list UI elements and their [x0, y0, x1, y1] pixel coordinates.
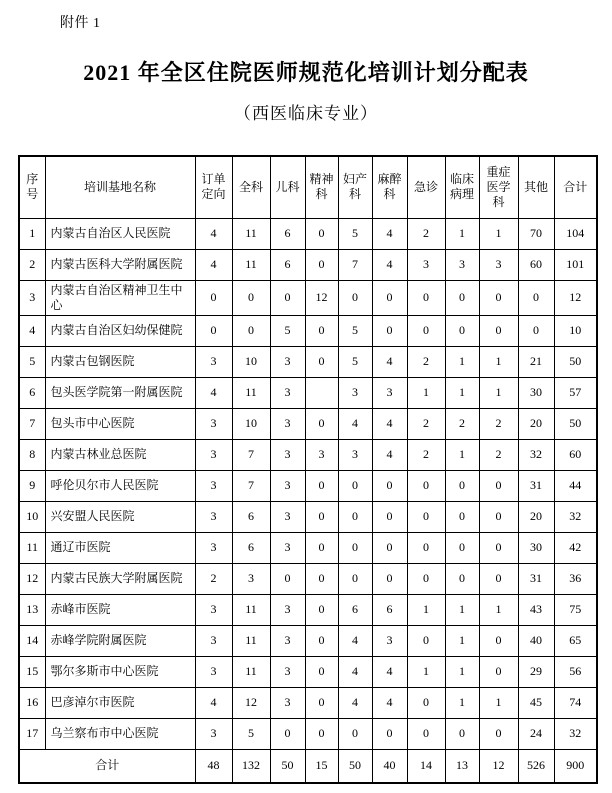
- value-cell: 1: [479, 687, 518, 718]
- hospital-name-cell: 兴安盟人民医院: [45, 501, 195, 532]
- value-cell: 0: [372, 501, 407, 532]
- value-cell: 0: [407, 563, 445, 594]
- value-cell: 20: [518, 501, 554, 532]
- value-cell: 0: [407, 470, 445, 501]
- value-cell: 2: [195, 563, 232, 594]
- value-cell: 3: [270, 439, 305, 470]
- table-row: [19, 315, 597, 346]
- value-cell: 0: [305, 346, 338, 377]
- row-number-cell: 14: [19, 625, 45, 656]
- value-cell: 40: [518, 625, 554, 656]
- value-cell: 3: [270, 408, 305, 439]
- value-cell: 24: [518, 718, 554, 749]
- value-cell: 0: [305, 656, 338, 687]
- value-cell: 0: [305, 687, 338, 718]
- value-cell: 3: [270, 470, 305, 501]
- value-cell: 0: [407, 718, 445, 749]
- value-cell: 3: [270, 377, 305, 408]
- value-cell: 10: [232, 346, 270, 377]
- value-cell: 0: [479, 532, 518, 563]
- value-cell: 3: [195, 408, 232, 439]
- row-number-cell: 15: [19, 656, 45, 687]
- value-cell: 3: [270, 594, 305, 625]
- column-header-3: 订单定向: [195, 156, 232, 218]
- value-cell: 0: [305, 315, 338, 346]
- table-row: [19, 532, 597, 563]
- total-value-cell: 13: [445, 749, 479, 783]
- value-cell: 12: [554, 280, 597, 315]
- value-cell: 60: [518, 249, 554, 280]
- value-cell: 3: [270, 656, 305, 687]
- value-cell: 1: [479, 346, 518, 377]
- total-value-cell: 900: [554, 749, 597, 783]
- table-row: [19, 249, 597, 280]
- column-header-10: 临床病理: [445, 156, 479, 218]
- value-cell: 0: [479, 315, 518, 346]
- hospital-name-cell: 内蒙古自治区精神卫生中心: [45, 280, 195, 315]
- value-cell: 2: [407, 218, 445, 249]
- value-cell: 0: [445, 315, 479, 346]
- value-cell: 0: [479, 718, 518, 749]
- value-cell: 3: [372, 625, 407, 656]
- value-cell: 0: [479, 625, 518, 656]
- value-cell: 32: [554, 718, 597, 749]
- value-cell: 0: [338, 470, 372, 501]
- table-row: [19, 594, 597, 625]
- value-cell: 43: [518, 594, 554, 625]
- value-cell: 32: [554, 501, 597, 532]
- total-value-cell: 15: [305, 749, 338, 783]
- hospital-name-cell: 巴彦淖尔市医院: [45, 687, 195, 718]
- row-number-cell: 9: [19, 470, 45, 501]
- value-cell: 21: [518, 346, 554, 377]
- value-cell: 0: [305, 470, 338, 501]
- value-cell: 4: [372, 439, 407, 470]
- value-cell: 5: [270, 315, 305, 346]
- value-cell: 1: [479, 218, 518, 249]
- column-header-7: 妇产科: [338, 156, 372, 218]
- table-header: [19, 156, 597, 218]
- value-cell: 0: [445, 718, 479, 749]
- value-cell: 31: [518, 563, 554, 594]
- value-cell: 4: [372, 249, 407, 280]
- value-cell: 4: [372, 656, 407, 687]
- hospital-name-cell: 鄂尔多斯市中心医院: [45, 656, 195, 687]
- value-cell: 3: [445, 249, 479, 280]
- value-cell: 0: [407, 315, 445, 346]
- value-cell: 70: [518, 218, 554, 249]
- total-value-cell: 40: [372, 749, 407, 783]
- hospital-name-cell: 包头市中心医院: [45, 408, 195, 439]
- value-cell: 0: [407, 280, 445, 315]
- value-cell: 0: [305, 563, 338, 594]
- value-cell: 74: [554, 687, 597, 718]
- column-header-4: 全科: [232, 156, 270, 218]
- value-cell: 1: [445, 687, 479, 718]
- value-cell: 0: [270, 563, 305, 594]
- value-cell: 0: [518, 315, 554, 346]
- value-cell: 3: [338, 439, 372, 470]
- value-cell: 0: [445, 563, 479, 594]
- value-cell: 3: [270, 346, 305, 377]
- table-row: [19, 470, 597, 501]
- value-cell: 0: [479, 563, 518, 594]
- value-cell: 5: [338, 218, 372, 249]
- value-cell: 4: [372, 408, 407, 439]
- value-cell: 0: [305, 501, 338, 532]
- table-row: [19, 718, 597, 749]
- column-header-8: 麻醉科: [372, 156, 407, 218]
- total-value-cell: 132: [232, 749, 270, 783]
- value-cell: 0: [407, 687, 445, 718]
- value-cell: 30: [518, 532, 554, 563]
- hospital-name-cell: 内蒙古自治区人民医院: [45, 218, 195, 249]
- value-cell: 11: [232, 625, 270, 656]
- table-row: [19, 501, 597, 532]
- value-cell: 1: [479, 377, 518, 408]
- row-number-cell: 12: [19, 563, 45, 594]
- page-title: 2021 年全区住院医师规范化培训计划分配表: [83, 60, 529, 85]
- value-cell: 0: [338, 718, 372, 749]
- value-cell: 4: [372, 218, 407, 249]
- value-cell: 6: [338, 594, 372, 625]
- column-header-11: 重症医学科: [479, 156, 518, 218]
- row-number-cell: 2: [19, 249, 45, 280]
- value-cell: [305, 377, 338, 408]
- value-cell: 5: [232, 718, 270, 749]
- value-cell: 3: [270, 687, 305, 718]
- value-cell: 2: [407, 346, 445, 377]
- hospital-name-cell: 包头医学院第一附属医院: [45, 377, 195, 408]
- attachment-label: 附件 1: [60, 16, 101, 31]
- value-cell: 1: [479, 594, 518, 625]
- value-cell: 10: [232, 408, 270, 439]
- total-value-cell: 526: [518, 749, 554, 783]
- table-row: [19, 346, 597, 377]
- value-cell: 0: [305, 218, 338, 249]
- value-cell: 3: [195, 594, 232, 625]
- value-cell: 0: [270, 280, 305, 315]
- row-number-cell: 4: [19, 315, 45, 346]
- value-cell: 11: [232, 218, 270, 249]
- total-value-cell: 14: [407, 749, 445, 783]
- table-row: [19, 408, 597, 439]
- value-cell: 4: [195, 377, 232, 408]
- value-cell: 12: [305, 280, 338, 315]
- row-number-cell: 5: [19, 346, 45, 377]
- value-cell: 6: [270, 249, 305, 280]
- hospital-name-cell: 赤峰学院附属医院: [45, 625, 195, 656]
- value-cell: 1: [407, 377, 445, 408]
- value-cell: 0: [195, 315, 232, 346]
- value-cell: 1: [407, 656, 445, 687]
- value-cell: 4: [372, 346, 407, 377]
- value-cell: 3: [407, 249, 445, 280]
- value-cell: 6: [232, 532, 270, 563]
- value-cell: 50: [554, 346, 597, 377]
- value-cell: 3: [305, 439, 338, 470]
- value-cell: 3: [195, 718, 232, 749]
- value-cell: 0: [479, 470, 518, 501]
- value-cell: 0: [305, 532, 338, 563]
- row-number-cell: 1: [19, 218, 45, 249]
- value-cell: 3: [195, 656, 232, 687]
- value-cell: 11: [232, 594, 270, 625]
- value-cell: 0: [445, 501, 479, 532]
- row-number-cell: 8: [19, 439, 45, 470]
- value-cell: 4: [195, 218, 232, 249]
- hospital-name-cell: 内蒙古医科大学附属医院: [45, 249, 195, 280]
- value-cell: 12: [232, 687, 270, 718]
- value-cell: 0: [407, 625, 445, 656]
- value-cell: 101: [554, 249, 597, 280]
- table-row: [19, 625, 597, 656]
- value-cell: 30: [518, 377, 554, 408]
- value-cell: 0: [407, 532, 445, 563]
- value-cell: 7: [232, 439, 270, 470]
- value-cell: 0: [372, 315, 407, 346]
- table-row: [19, 218, 597, 249]
- value-cell: 3: [195, 439, 232, 470]
- value-cell: 2: [479, 408, 518, 439]
- column-header-5: 儿科: [270, 156, 305, 218]
- value-cell: 7: [232, 470, 270, 501]
- value-cell: 1: [445, 377, 479, 408]
- value-cell: 0: [195, 280, 232, 315]
- value-cell: 1: [445, 625, 479, 656]
- value-cell: 1: [407, 594, 445, 625]
- value-cell: 2: [407, 439, 445, 470]
- value-cell: 60: [554, 439, 597, 470]
- value-cell: 20: [518, 408, 554, 439]
- value-cell: 0: [479, 280, 518, 315]
- total-value-cell: 48: [195, 749, 232, 783]
- header-row: [19, 156, 597, 218]
- hospital-name-cell: 通辽市医院: [45, 532, 195, 563]
- row-number-cell: 17: [19, 718, 45, 749]
- table-row: [19, 563, 597, 594]
- row-number-cell: 16: [19, 687, 45, 718]
- value-cell: 45: [518, 687, 554, 718]
- value-cell: 4: [338, 408, 372, 439]
- value-cell: 10: [554, 315, 597, 346]
- value-cell: 6: [372, 594, 407, 625]
- total-row: [19, 749, 597, 783]
- value-cell: 3: [270, 532, 305, 563]
- row-number-cell: 13: [19, 594, 45, 625]
- page-subtitle: （西医临床专业）: [234, 104, 378, 123]
- total-label-cell: 合计: [19, 749, 195, 783]
- column-header-2: 培训基地名称: [45, 156, 195, 218]
- value-cell: 0: [338, 563, 372, 594]
- value-cell: 3: [195, 501, 232, 532]
- value-cell: 65: [554, 625, 597, 656]
- value-cell: 32: [518, 439, 554, 470]
- value-cell: 3: [195, 532, 232, 563]
- row-number-cell: 11: [19, 532, 45, 563]
- value-cell: 0: [270, 718, 305, 749]
- value-cell: 7: [338, 249, 372, 280]
- value-cell: 36: [554, 563, 597, 594]
- value-cell: 5: [338, 346, 372, 377]
- column-header-1: 序号: [19, 156, 45, 218]
- value-cell: 3: [195, 346, 232, 377]
- value-cell: 3: [270, 501, 305, 532]
- row-number-cell: 6: [19, 377, 45, 408]
- value-cell: 0: [305, 718, 338, 749]
- hospital-name-cell: 赤峰市医院: [45, 594, 195, 625]
- value-cell: 3: [195, 625, 232, 656]
- value-cell: 0: [372, 470, 407, 501]
- column-header-6: 精神科: [305, 156, 338, 218]
- value-cell: 2: [479, 439, 518, 470]
- value-cell: 4: [195, 249, 232, 280]
- value-cell: 0: [232, 315, 270, 346]
- value-cell: 4: [372, 687, 407, 718]
- value-cell: 44: [554, 470, 597, 501]
- value-cell: 5: [338, 315, 372, 346]
- value-cell: 1: [445, 346, 479, 377]
- hospital-name-cell: 乌兰察布市中心医院: [45, 718, 195, 749]
- total-value-cell: 12: [479, 749, 518, 783]
- table-row: [19, 280, 597, 315]
- table-row: [19, 439, 597, 470]
- value-cell: 3: [372, 377, 407, 408]
- hospital-name-cell: 内蒙古自治区妇幼保健院: [45, 315, 195, 346]
- column-header-12: 其他: [518, 156, 554, 218]
- table-body: [19, 218, 597, 783]
- value-cell: 4: [338, 687, 372, 718]
- value-cell: 3: [232, 563, 270, 594]
- total-value-cell: 50: [338, 749, 372, 783]
- value-cell: 1: [445, 218, 479, 249]
- value-cell: 4: [338, 656, 372, 687]
- value-cell: 0: [479, 656, 518, 687]
- value-cell: 0: [372, 532, 407, 563]
- column-header-9: 急诊: [407, 156, 445, 218]
- table-row: [19, 656, 597, 687]
- value-cell: 0: [445, 532, 479, 563]
- value-cell: 6: [270, 218, 305, 249]
- hospital-name-cell: 内蒙古林业总医院: [45, 439, 195, 470]
- row-number-cell: 3: [19, 280, 45, 315]
- value-cell: 0: [518, 280, 554, 315]
- value-cell: 0: [305, 408, 338, 439]
- table-row: [19, 687, 597, 718]
- value-cell: 1: [445, 594, 479, 625]
- value-cell: 11: [232, 377, 270, 408]
- value-cell: 0: [305, 594, 338, 625]
- value-cell: 1: [445, 439, 479, 470]
- value-cell: 0: [445, 470, 479, 501]
- value-cell: 0: [407, 501, 445, 532]
- value-cell: 3: [338, 377, 372, 408]
- value-cell: 0: [338, 280, 372, 315]
- allocation-table: [18, 155, 598, 784]
- value-cell: 29: [518, 656, 554, 687]
- value-cell: 4: [338, 625, 372, 656]
- total-value-cell: 50: [270, 749, 305, 783]
- value-cell: 1: [445, 656, 479, 687]
- hospital-name-cell: 呼伦贝尔市人民医院: [45, 470, 195, 501]
- value-cell: 3: [479, 249, 518, 280]
- row-number-cell: 10: [19, 501, 45, 532]
- value-cell: 0: [305, 249, 338, 280]
- value-cell: 6: [232, 501, 270, 532]
- value-cell: 0: [338, 501, 372, 532]
- value-cell: 0: [445, 280, 479, 315]
- value-cell: 3: [195, 470, 232, 501]
- value-cell: 57: [554, 377, 597, 408]
- value-cell: 31: [518, 470, 554, 501]
- value-cell: 0: [305, 625, 338, 656]
- value-cell: 11: [232, 249, 270, 280]
- value-cell: 0: [372, 563, 407, 594]
- value-cell: 0: [232, 280, 270, 315]
- value-cell: 75: [554, 594, 597, 625]
- column-header-13: 合计: [554, 156, 597, 218]
- value-cell: 0: [338, 532, 372, 563]
- value-cell: 0: [372, 280, 407, 315]
- hospital-name-cell: 内蒙古民族大学附属医院: [45, 563, 195, 594]
- value-cell: 3: [270, 625, 305, 656]
- value-cell: 4: [195, 687, 232, 718]
- value-cell: 11: [232, 656, 270, 687]
- value-cell: 56: [554, 656, 597, 687]
- value-cell: 2: [445, 408, 479, 439]
- value-cell: 42: [554, 532, 597, 563]
- row-number-cell: 7: [19, 408, 45, 439]
- value-cell: 0: [372, 718, 407, 749]
- hospital-name-cell: 内蒙古包钢医院: [45, 346, 195, 377]
- value-cell: 0: [479, 501, 518, 532]
- value-cell: 104: [554, 218, 597, 249]
- value-cell: 50: [554, 408, 597, 439]
- table-row: [19, 377, 597, 408]
- value-cell: 2: [407, 408, 445, 439]
